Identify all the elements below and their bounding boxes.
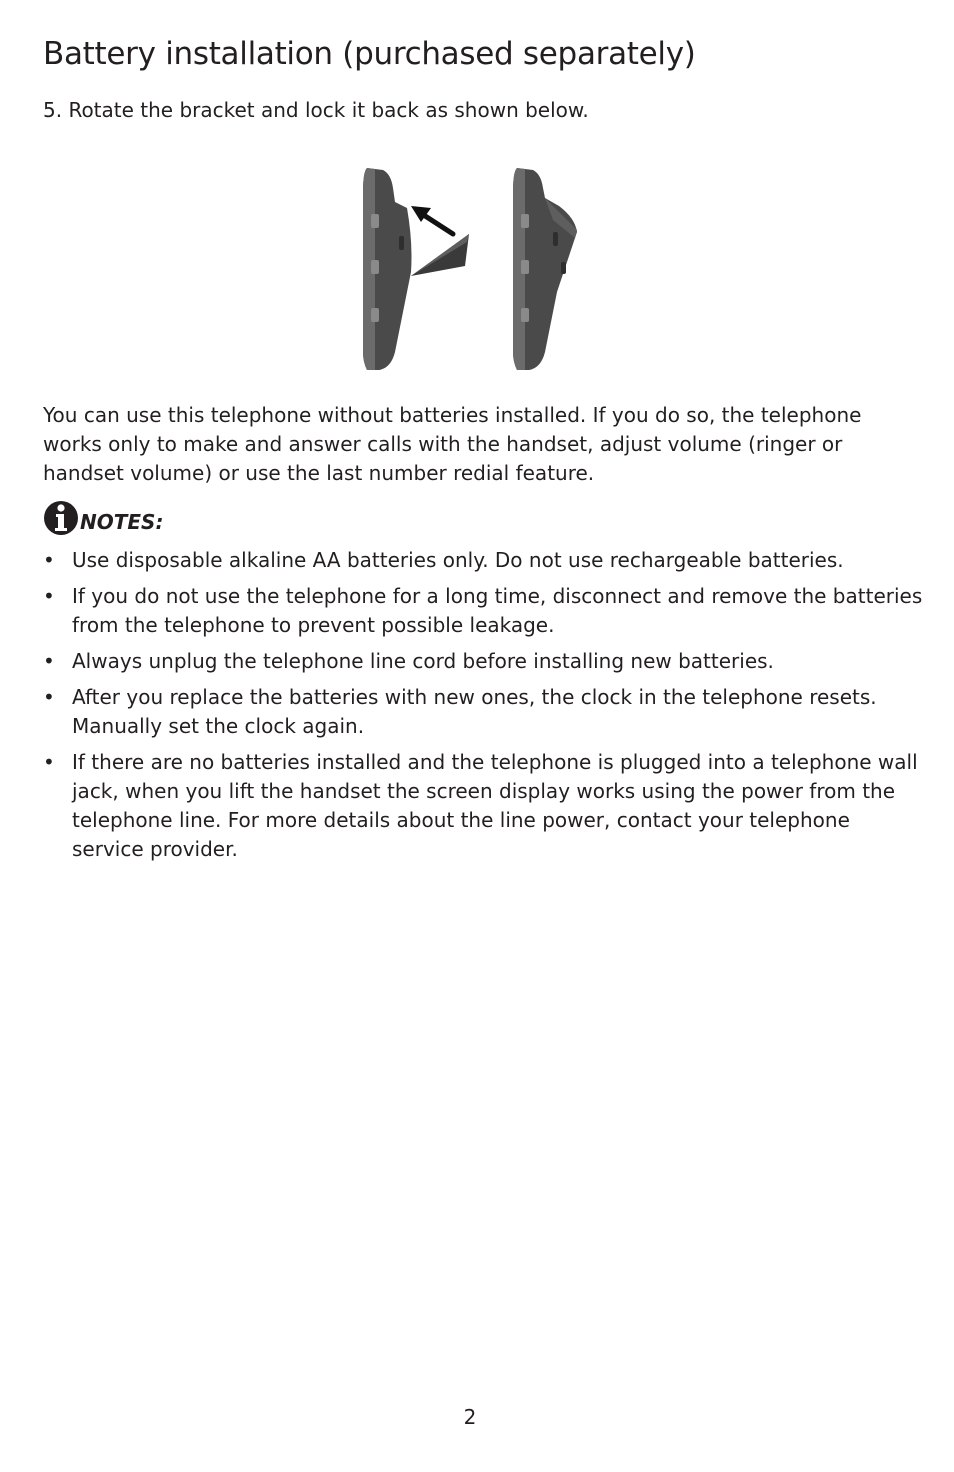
note-text: Always unplug the telephone line cord before installing new batteries. (72, 649, 774, 673)
note-text: Use disposable alkaline AA batteries only. Do not use rechargeable batteries. (72, 548, 844, 572)
page-number: 2 (463, 1405, 477, 1429)
list-item (43, 546, 923, 575)
bullet: • (43, 750, 55, 774)
bullet: • (43, 548, 55, 572)
phone-bracket-open-illustration (363, 168, 469, 370)
bullet: • (43, 584, 55, 608)
notes-heading (43, 498, 163, 538)
step-instruction: 5. Rotate the bracket and lock it back as shown below. (43, 98, 589, 122)
bracket-rotation-illustration (355, 162, 590, 377)
page-title: Battery installation (purchased separately) (43, 36, 696, 72)
phone-bracket-locked-illustration (513, 168, 577, 370)
list-item (43, 748, 923, 864)
note-text: After you replace the batteries with new ones, the clock in the telephone resets. Manually set the clock again. (72, 685, 877, 738)
list-item (43, 582, 923, 640)
bullet: • (43, 649, 55, 673)
note-text: If there are no batteries installed and the telephone is plugged into a telephone wall jack, when you lift the handset the screen display works using the power from the telephone line. For more details about the line power, contact your telephone service provider. (72, 750, 918, 861)
notes-list (43, 546, 923, 871)
info-icon (43, 499, 79, 537)
list-item (43, 647, 923, 676)
bullet: • (43, 685, 55, 709)
notes-label: NOTES: (80, 510, 164, 534)
intro-paragraph: You can use this telephone without batteries installed. If you do so, the telephone works only to make and answer calls with the handset, adjust volume (ringer or handset volume) or use the last number redial feature. (43, 403, 862, 485)
note-text: If you do not use the telephone for a long time, disconnect and remove the batteries from the telephone to prevent possible leakage. (72, 584, 923, 637)
list-item (43, 683, 923, 741)
